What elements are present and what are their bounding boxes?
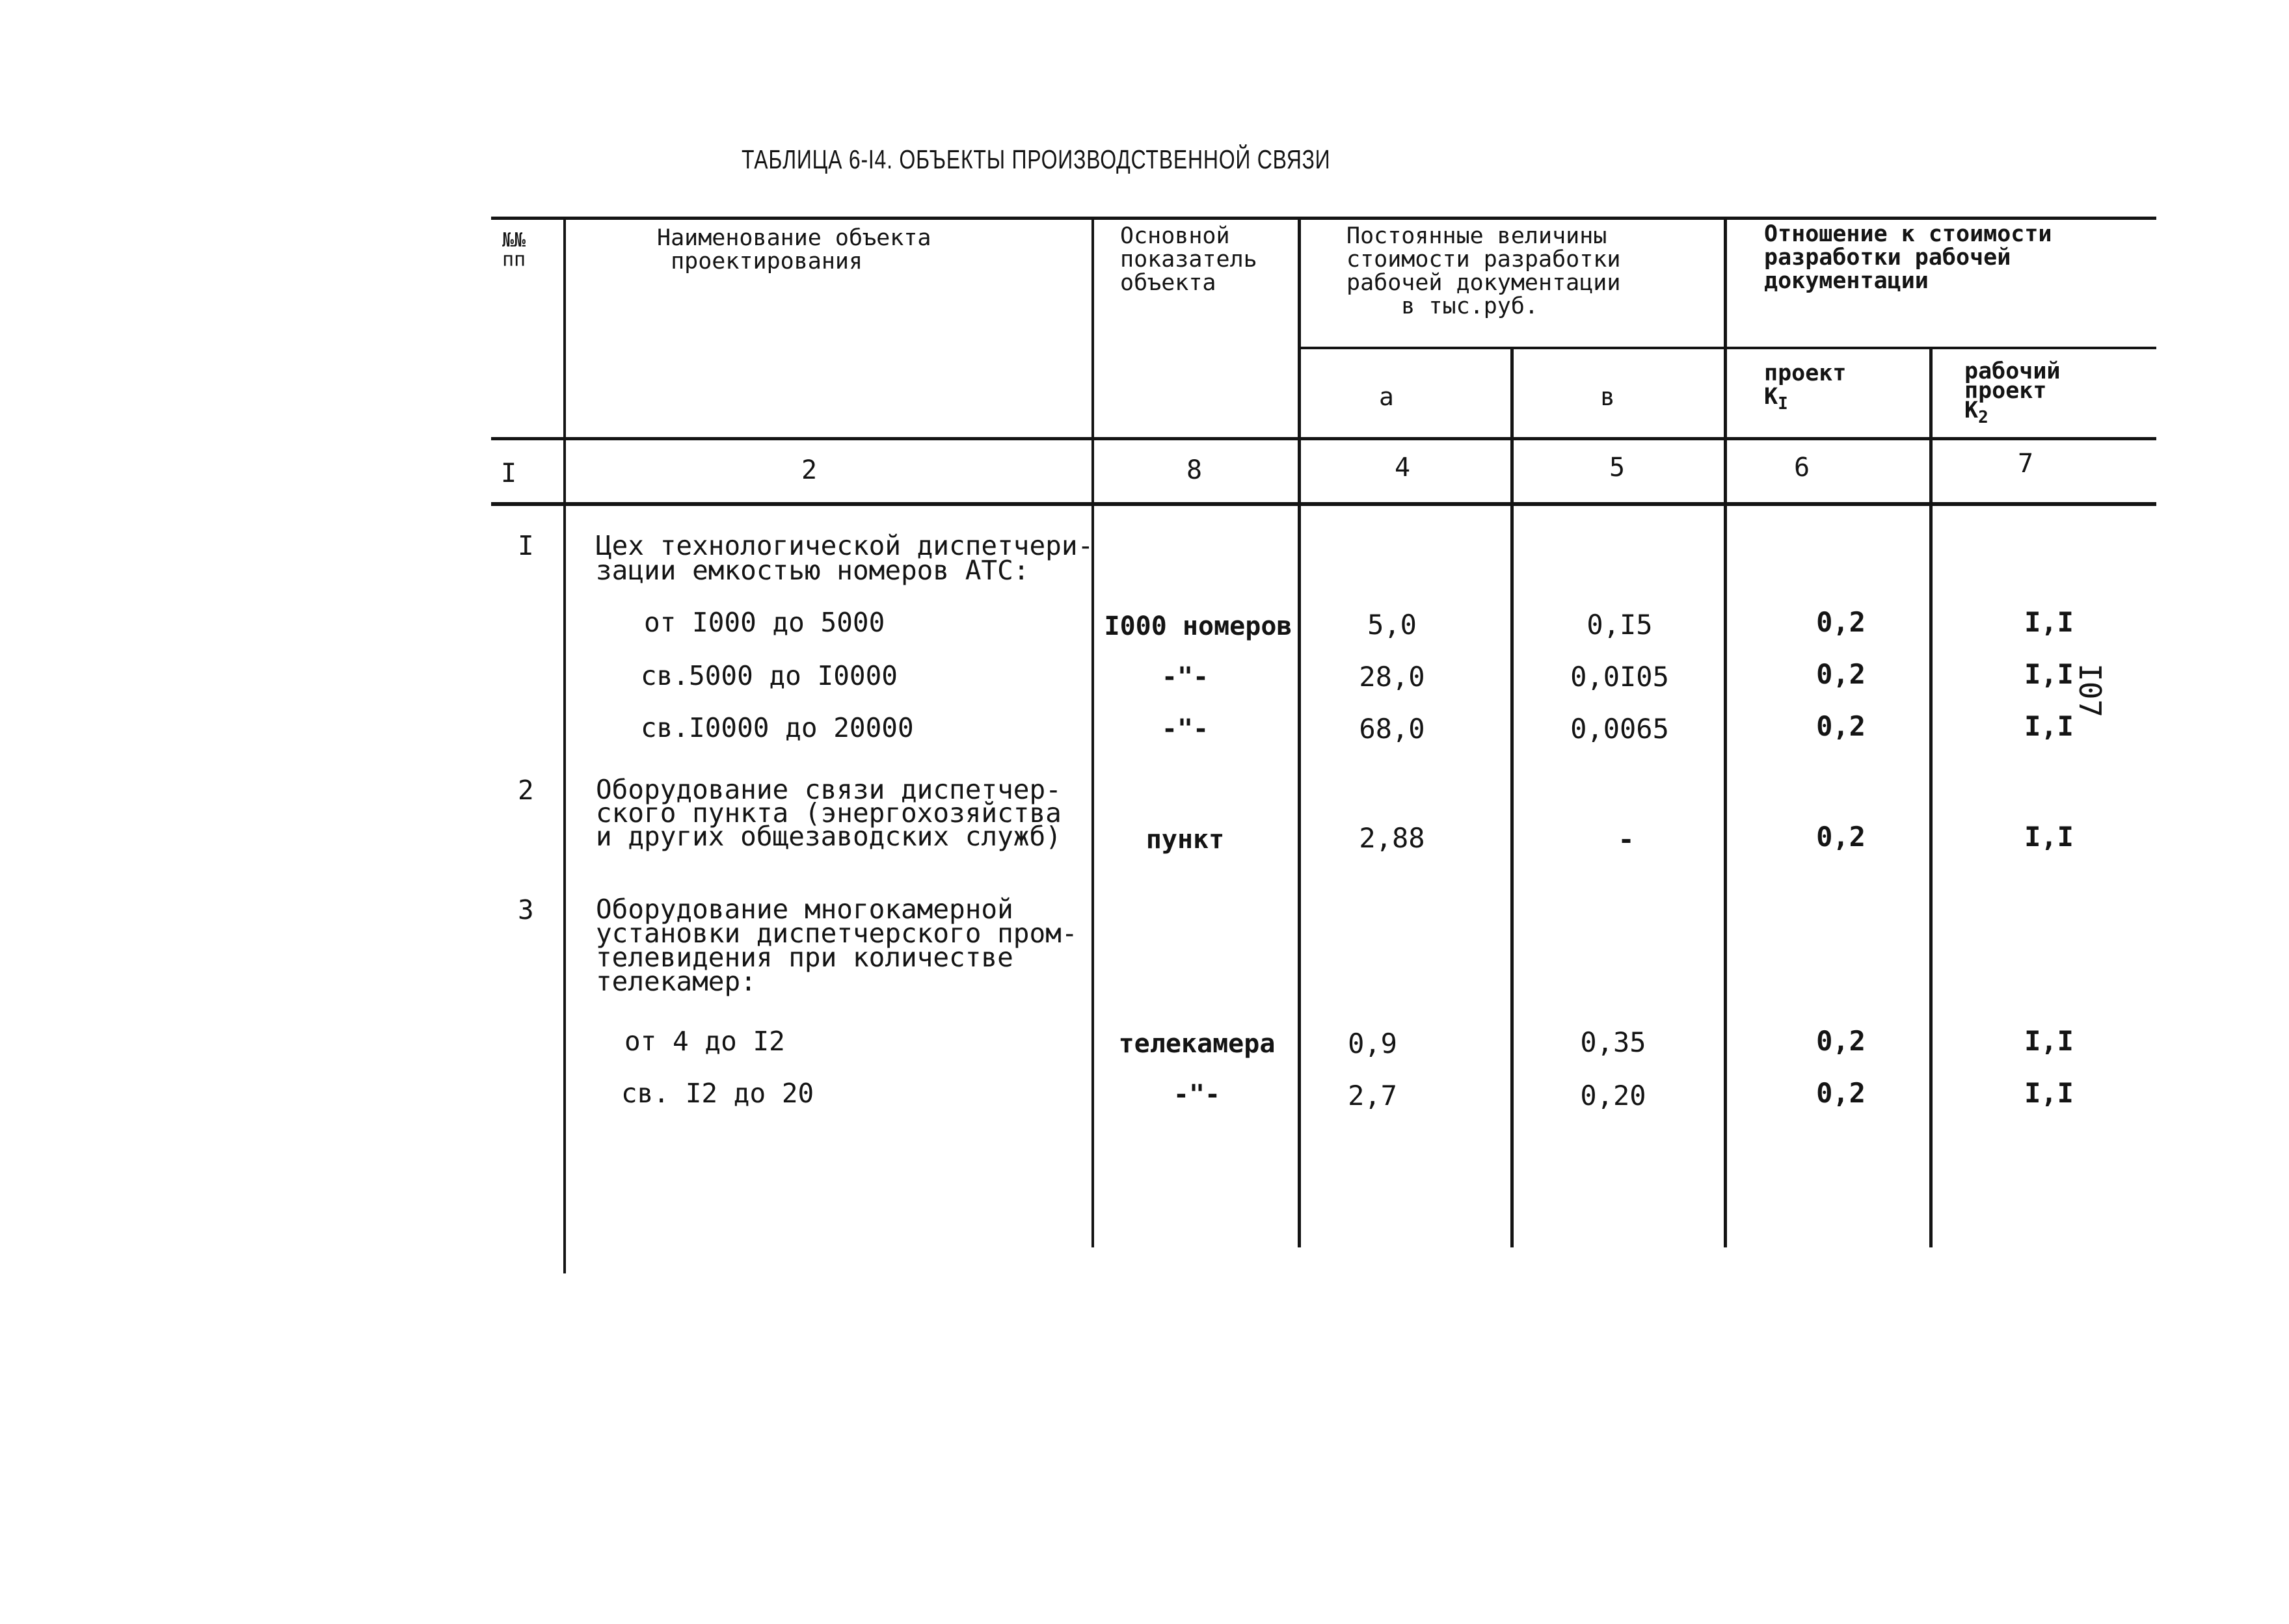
row-value-k1: 0,2 [1816, 658, 1866, 690]
col-number-5: 5 [1609, 453, 1626, 483]
row-name: св.I0000 до 20000 [641, 712, 914, 743]
row-value-k2: I,I [2024, 821, 2074, 853]
header-name: Наименование объекта проектирования [657, 225, 931, 274]
row-indicator: пункт [1145, 825, 1225, 855]
row-name: от 4 до I2 [624, 1026, 785, 1057]
row-value-k1: 0,2 [1816, 821, 1866, 853]
row-value-k1: 0,2 [1816, 710, 1866, 742]
row-value-k2: I,I [2024, 1077, 2074, 1109]
row-value-k2: I,I [2024, 606, 2074, 638]
header-sub-k1: проект $К_I$ [1764, 360, 1847, 414]
row-indicator: телекамера [1118, 1029, 1276, 1059]
col-number-2: 2 [801, 455, 818, 485]
row-value-b: 0,35 [1580, 1026, 1646, 1058]
header-sub-k2: рабочий проект $К_2$ [1964, 358, 2061, 427]
header-num: №№ пп [502, 229, 526, 271]
col-number-1: I [500, 459, 517, 488]
row-num: I [518, 530, 534, 561]
col-number-3: 8 [1186, 455, 1203, 485]
row-value-b: 0,0065 [1570, 713, 1669, 745]
row-value-b: 0,0I05 [1570, 661, 1669, 693]
row-value-b: - [1618, 823, 1635, 855]
row-value-k2: I,I [2024, 1025, 2074, 1057]
row-value-k1: 0,2 [1816, 606, 1866, 638]
header-sub-b: в [1600, 382, 1615, 411]
header-sub-a: а [1379, 382, 1394, 411]
row-value-k2: I,I [2024, 658, 2074, 690]
row-title: Оборудование многокамерной установки диспетчерского пром- телевидения при количестве телекамер: [596, 894, 1078, 997]
header-ratio: Отношение к стоимости разработки рабочей документации [1764, 221, 2052, 294]
row-value-k1: 0,2 [1816, 1077, 1866, 1109]
row-name: от I000 до 5000 [644, 607, 885, 638]
row-value-a: 0,9 [1348, 1028, 1397, 1059]
row-num: 3 [518, 894, 534, 925]
row-indicator: -"- [1161, 662, 1209, 692]
row-value-a: 5,0 [1367, 609, 1417, 641]
row-indicator: -"- [1173, 1080, 1221, 1110]
row-title: Оборудование связи диспетчер- ского пункта (энергохозяйства и других общезаводских служб) [596, 774, 1062, 852]
col-number-6: 6 [1793, 453, 1810, 483]
row-num: 2 [518, 775, 534, 806]
row-value-b: 0,20 [1580, 1080, 1646, 1112]
row-name: св.5000 до I0000 [641, 660, 898, 691]
col-number-7: 7 [2017, 449, 2034, 479]
row-value-k1: 0,2 [1816, 1025, 1866, 1057]
row-value-a: 68,0 [1359, 713, 1425, 745]
table-title: ТАБЛИЦА 6-I4. ОБЪЕКТЫ ПРОИЗВОДСТВЕННОЙ СВЯЗИ [742, 144, 1331, 174]
row-name: св. I2 до 20 [621, 1078, 814, 1109]
col-number-4: 4 [1394, 453, 1411, 483]
page-number: I07 [2072, 663, 2108, 718]
row-value-b: 0,I5 [1586, 609, 1653, 641]
row-title: Цех технологической диспетчери- зации емкостью номеров АТС: [596, 530, 1094, 586]
row-value-k2: I,I [2024, 710, 2074, 742]
row-indicator: I000 номеров [1104, 611, 1292, 641]
row-value-a: 28,0 [1359, 661, 1425, 693]
row-indicator: -"- [1161, 714, 1209, 744]
row-value-a: 2,7 [1348, 1080, 1397, 1112]
header-constants: Постоянные величины стоимости разработки рабочей документации в тыс.руб. [1346, 223, 1621, 319]
row-value-a: 2,88 [1359, 822, 1425, 854]
header-indicator: Основной показатель объекта [1120, 223, 1257, 296]
